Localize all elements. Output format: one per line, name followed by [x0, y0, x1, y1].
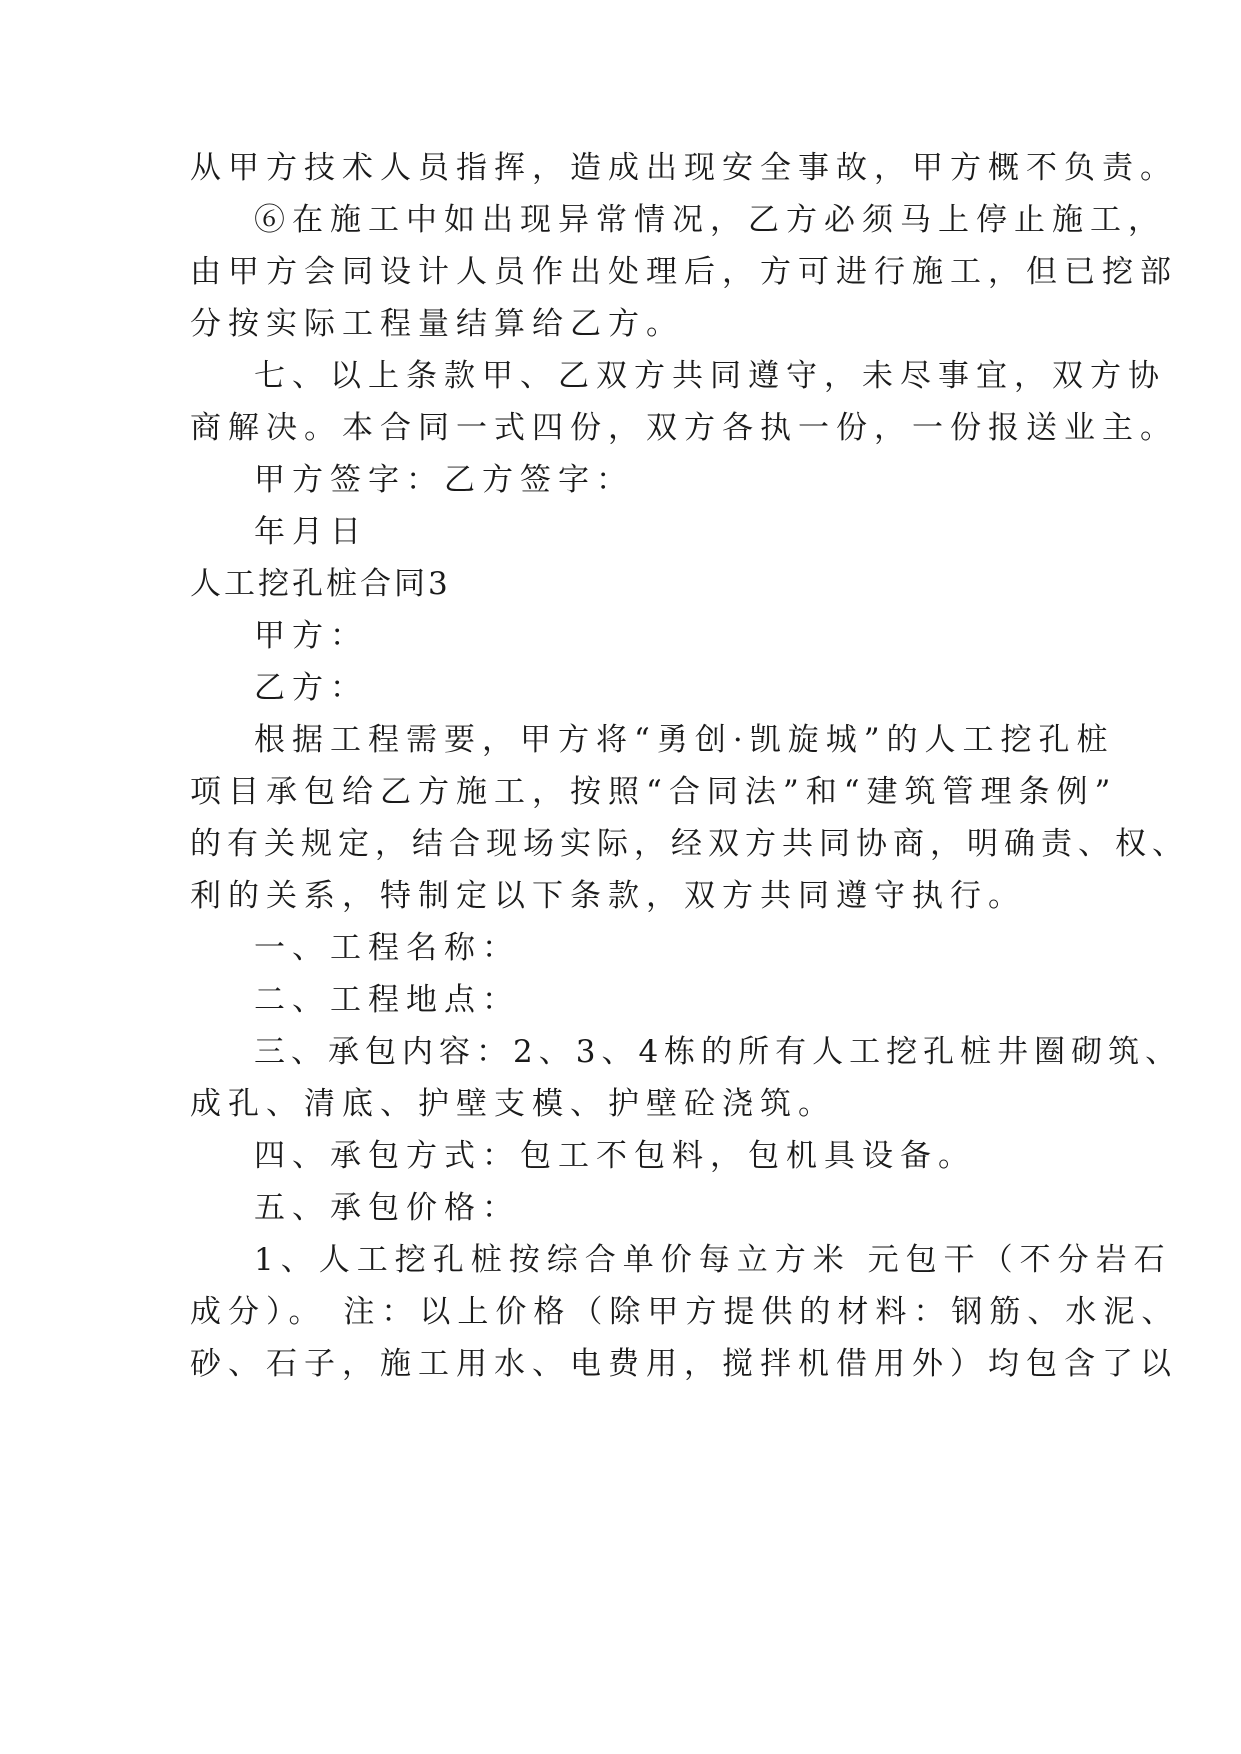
body-text-line: 项目承包给乙方施工，按照“合同法”和“建筑管理条例” [190, 774, 1118, 810]
section-heading: 人工挖孔桩合同3 [190, 566, 451, 602]
signature-line: 甲方签字：乙方签字： [254, 462, 634, 498]
clause-line: 五、承包价格： [254, 1190, 520, 1226]
body-text-line: 砂、石子，施工用水、电费用，搅拌机借用外）均包含了以 [190, 1346, 1178, 1382]
clause-line: 四、承包方式：包工不包料，包机具设备。 [254, 1138, 976, 1174]
body-text-line: 从甲方技术人员指挥，造成出现安全事故，甲方概不负责。 [190, 150, 1178, 186]
clause-line: 三、承包内容：2、3、4栋的所有人工挖孔桩井圈砌筑、 [254, 1034, 1183, 1070]
body-text-line: 成孔、清底、护壁支模、护壁砼浇筑。 [190, 1086, 836, 1122]
body-text-line: 利的关系，特制定以下条款，双方共同遵守执行。 [190, 878, 1026, 914]
body-text-line: 分按实际工程量结算给乙方。 [190, 306, 684, 342]
body-text-line: 商解决。本合同一式四份，双方各执一份，一份报送业主。 [190, 410, 1178, 446]
body-text-line: ⑥在施工中如出现异常情况，乙方必须马上停止施工， [254, 202, 1166, 238]
body-text-line: 根据工程需要，甲方将“勇创·凯旋城”的人工挖孔桩 [254, 722, 1115, 758]
body-text-line: 七、以上条款甲、乙双方共同遵守，未尽事宜，双方协 [254, 358, 1166, 394]
body-text-line: 成分）。 注：以上价格（除甲方提供的材料：钢筋、水泥、 [190, 1294, 1180, 1330]
body-text-line: 由甲方会同设计人员作出处理后，方可进行施工，但已挖部 [190, 254, 1178, 290]
clause-line: 1、人工挖孔桩按综合单价每立方米 元包干（不分岩石 [254, 1242, 1172, 1278]
clause-line: 二、工程地点： [254, 982, 520, 1018]
body-text-line: 的有关规定，结合现场实际，经双方共同协商，明确责、权、 [190, 826, 1189, 862]
party-b-line: 乙方： [254, 670, 368, 706]
clause-line: 一、工程名称： [254, 930, 520, 966]
date-line: 年月日 [254, 514, 368, 550]
party-a-line: 甲方： [254, 618, 368, 654]
